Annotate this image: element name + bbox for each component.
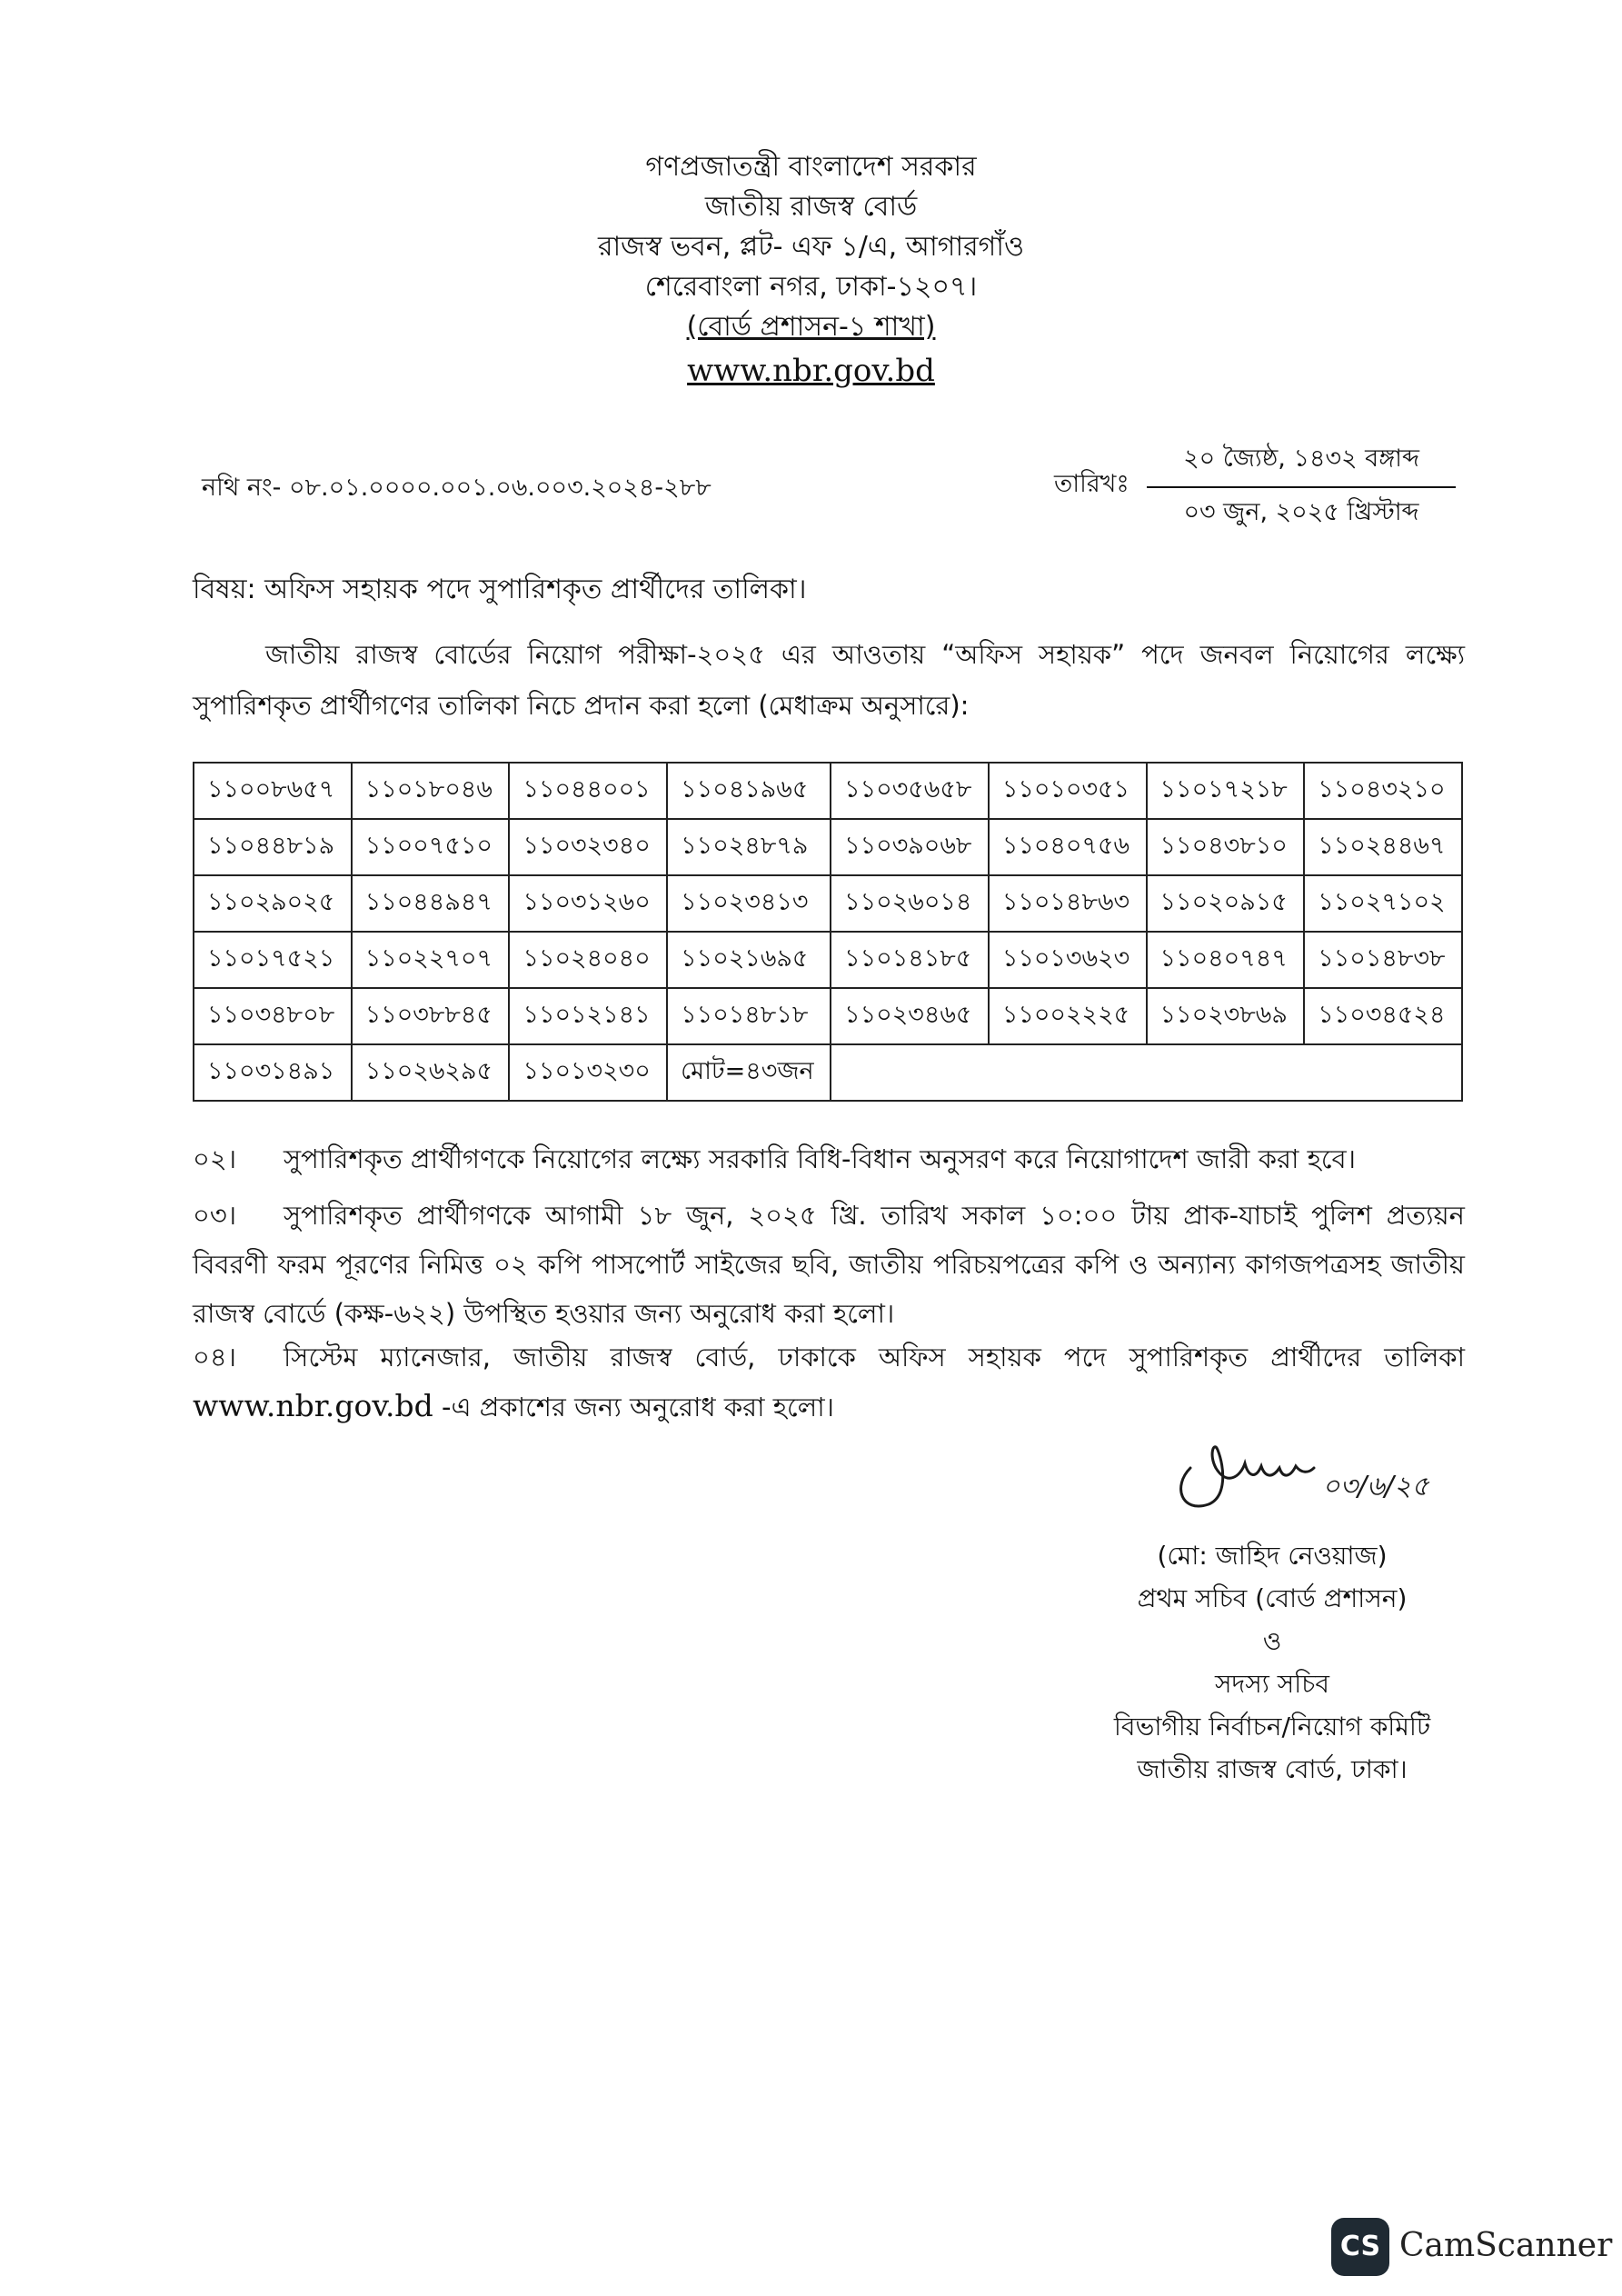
table-cell: ১১০২৪৪৬৭ bbox=[1304, 819, 1462, 875]
table-cell: ১১০২৪০৪০ bbox=[509, 932, 667, 988]
paragraph-text: সুপারিশকৃত প্রার্থীগণকে আগামী ১৮ জুন, ২০২৫ খ্রি. তারিখ সকাল ১০:০০ টায় প্রাক-যাচাই পুলিশ প্রত্যয়ন বিবরণী ফরম পূরণের নিমিত্ত ০২ কপি পাসপোর্ট সাইজের ছবি, জাতীয় পরিচয়পত্রের কপি ও অন্যান্য কাগজপত্রসহ জাতীয় রাজস্ব বোর্ডে (কক্ষ-৬২২) উপস্থিত হওয়ার জন্য অনুরোধ করা হলো। bbox=[193, 1200, 1465, 1329]
table-cell: ১১০২৬০১৪ bbox=[831, 875, 989, 932]
table-cell: ১১০৩২৩৪০ bbox=[509, 819, 667, 875]
signature-date: ০৩/৬/২৫ bbox=[1322, 1471, 1429, 1502]
table-cell: ১১০৩৪৮০৮ bbox=[194, 988, 352, 1044]
table-cell-empty bbox=[831, 1044, 1462, 1101]
table-cell: ১১০০৮৬৫৭ bbox=[194, 763, 352, 819]
table-cell: ১১০০২২২৫ bbox=[989, 988, 1147, 1044]
table-cell: ১১০৪৩৮১০ bbox=[1147, 819, 1305, 875]
paragraph-text: সিস্টেম ম্যানেজার, জাতীয় রাজস্ব বোর্ড, ঢাকাকে অফিস সহায়ক পদে সুপারিশকৃত প্রার্থীদের তালিকা bbox=[284, 1342, 1465, 1373]
signatory-block bbox=[1054, 1534, 1490, 1791]
paragraph-number: ০৪। bbox=[193, 1342, 237, 1373]
date-english: ০৩ জুন, ২০২৫ খ্রিস্টাব্দ bbox=[1183, 498, 1419, 526]
table-cell: ১১০২৩৪৬৫ bbox=[831, 988, 989, 1044]
paragraph-text: সুপারিশকৃত প্রার্থীগণকে নিয়োগের লক্ষ্যে সরকারি বিধি-বিধান অনুসরণ করে নিয়োগাদেশ জারী করা হবে। bbox=[284, 1143, 1357, 1174]
table-cell: ১১০১৩৬২৩ bbox=[989, 932, 1147, 988]
table-cell: ১১০১০৩৫১ bbox=[989, 763, 1147, 819]
table-cell: ১১০২০৯১৫ bbox=[1147, 875, 1305, 932]
table-cell: ১১০২৪৮৭৯ bbox=[667, 819, 831, 875]
table-cell: ১১০১৮০৪৬ bbox=[352, 763, 510, 819]
branch-name: (বোর্ড প্রশাসন-১ শাখা) bbox=[686, 311, 936, 343]
table-cell: ১১০২৩৪১৩ bbox=[667, 875, 831, 932]
candidate-table bbox=[193, 762, 1463, 1102]
table-cell: ১১০২৭১০২ bbox=[1304, 875, 1462, 932]
address-line: রাজস্ব ভবন, প্লট- এফ ১/এ, আগারগাঁও bbox=[597, 231, 1025, 263]
file-number: নথি নং- ০৮.০১.০০০০.০০১.০৬.০০৩.২০২৪-২৮৮ bbox=[202, 474, 711, 502]
table-cell: ১১০৩১৪৯১ bbox=[194, 1044, 352, 1101]
conjunction: ও bbox=[1262, 1626, 1282, 1656]
table-cell: ১১০১৪১৮৫ bbox=[831, 932, 989, 988]
govt-name: গণপ্রজাতন্ত্রী বাংলাদেশ সরকার bbox=[645, 151, 977, 183]
camscanner-watermark: CamScanner bbox=[1399, 2227, 1613, 2264]
subject-line: বিষয়: অফিস সহায়ক পদে সুপারিশকৃত প্রার্থীদের তালিকা। bbox=[193, 574, 807, 605]
table-cell: ১১০৪৪০০১ bbox=[509, 763, 667, 819]
table-cell: ১১০১৪৮৬৩ bbox=[989, 875, 1147, 932]
paragraph-number: ০২। bbox=[193, 1143, 237, 1174]
date-label: তারিখঃ bbox=[1054, 470, 1129, 498]
table-cell: ১১০৪৩২১০ bbox=[1304, 763, 1462, 819]
table-cell: ১১০০৭৫১০ bbox=[352, 819, 510, 875]
table-row bbox=[194, 875, 1462, 932]
table-cell: ১১০২২৭০৭ bbox=[352, 932, 510, 988]
table-cell: ১১০৪৪৯৪৭ bbox=[352, 875, 510, 932]
table-cell: ১১০৩৯০৬৮ bbox=[831, 819, 989, 875]
table-cell: ১১০৩৪৫২৪ bbox=[1304, 988, 1462, 1044]
table-cell: ১১০২৬২৯৫ bbox=[352, 1044, 510, 1101]
table-cell: ১১০৪০৭৪৭ bbox=[1147, 932, 1305, 988]
table-row bbox=[194, 819, 1462, 875]
table-cell: ১১০১৪৮১৮ bbox=[667, 988, 831, 1044]
table-cell: ১১০১৩২৩০ bbox=[509, 1044, 667, 1101]
paragraph-number: ০৩। bbox=[193, 1200, 237, 1231]
org-name: জাতীয় রাজস্ব বোর্ড bbox=[704, 191, 918, 223]
committee-name: বিভাগীয় নির্বাচন/নিয়োগ কমিটি bbox=[1113, 1712, 1431, 1742]
paragraph-text-after: -এ প্রকাশের জন্য অনুরোধ করা হলো। bbox=[433, 1392, 835, 1423]
table-cell: ১১০১৭২১৮ bbox=[1147, 763, 1305, 819]
paragraph-02 bbox=[193, 1134, 1465, 1183]
table-row bbox=[194, 988, 1462, 1044]
table-cell: ১১০২৯০২৫ bbox=[194, 875, 352, 932]
table-cell: ১১০৪১৯৬৫ bbox=[667, 763, 831, 819]
camscanner-logo-icon: CS bbox=[1331, 2218, 1389, 2276]
website-link[interactable]: www.nbr.gov.bd bbox=[687, 353, 935, 389]
table-cell: ১১০৩৮৮৪৫ bbox=[352, 988, 510, 1044]
website-link-inline[interactable]: www.nbr.gov.bd bbox=[193, 1388, 433, 1423]
office-name: জাতীয় রাজস্ব বোর্ড, ঢাকা। bbox=[1137, 1754, 1408, 1784]
table-cell: ১১০৪০৭৫৬ bbox=[989, 819, 1147, 875]
signatory-designation: প্রথম সচিব (বোর্ড প্রশাসন) bbox=[1137, 1583, 1408, 1613]
date-block bbox=[1147, 440, 1456, 534]
address-city: শেরেবাংলা নগর, ঢাকা-১২০৭। bbox=[644, 271, 978, 303]
table-cell: ১১০২১৬৯৫ bbox=[667, 932, 831, 988]
table-cell: ১১০৩৫৬৫৮ bbox=[831, 763, 989, 819]
table-row bbox=[194, 1044, 1462, 1101]
signatory-role: সদস্য সচিব bbox=[1215, 1669, 1329, 1699]
table-row bbox=[194, 932, 1462, 988]
paragraph-03 bbox=[193, 1191, 1465, 1338]
letterhead bbox=[0, 147, 1622, 391]
table-cell: ১১০২৩৮৬৯ bbox=[1147, 988, 1305, 1044]
table-cell: ১১০১৪৮৩৮ bbox=[1304, 932, 1462, 988]
table-cell: মোট=৪৩জন bbox=[667, 1044, 831, 1101]
signatory-name: (মো: জাহিদ নেওয়াজ) bbox=[1157, 1541, 1388, 1571]
intro-paragraph: জাতীয় রাজস্ব বোর্ডের নিয়োগ পরীক্ষা-২০২৫ এর আওতায় “অফিস সহায়ক” পদে জনবল নিয়োগের লক্ষ্যে সুপারিশকৃত প্রার্থীগণের তালিকা নিচে প্রদান করা হলো (মেধাক্রম অনুসারে): bbox=[193, 639, 1465, 721]
date-bangla: ২০ জ্যৈষ্ঠ, ১৪৩২ বঙ্গাব্দ bbox=[1147, 440, 1456, 488]
table-cell: ১১০৪৪৮১৯ bbox=[194, 819, 352, 875]
table-row bbox=[194, 763, 1462, 819]
table-cell: ১১০৩১২৬০ bbox=[509, 875, 667, 932]
handwritten-signature bbox=[1154, 1413, 1536, 1532]
table-cell: ১১০১২১৪১ bbox=[509, 988, 667, 1044]
table-cell: ১১০১৭৫২১ bbox=[194, 932, 352, 988]
